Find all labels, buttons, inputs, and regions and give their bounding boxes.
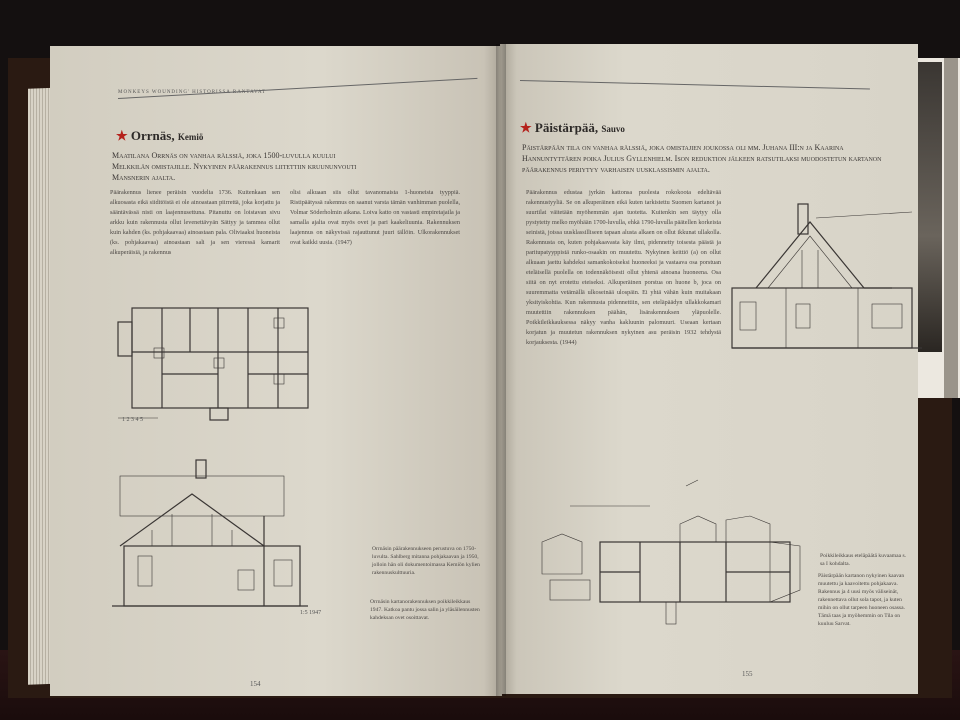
star-icon: ★ [116,128,128,143]
left-body-col1: Päärakennus lienee peräisin vuodelta 1736. Kuitenkaan sen alkuosasta eikä siiditöistä ei ole ainoastaan piirrettä, joka korjattu ja sääntävässä nisti on laajennusettuna. Pitanuttu on loistavan sivu arkku kuin rakennusta ollut levenettävyän Sättyy ja tammea ollut kuin kahden (ks. pohjakaavaa) ainoastaan pala. Oliviaaksi huoneista (ks. pohjakaavaa) ainoastaan sali ja sen vieressä kamarit alkuperäisiä, ja rakennus [110,189,280,256]
left-caption-1: Orrnäsin päärakennukseen perustuva on 1750-luvulta. Sahlberg mitanna pohjakaavan ja 1950, jolloin hän oli dokumentoimassa Kemiön kylien rakennuskulttuuria. [372,546,480,576]
left-title: ★ Orrnäs, Kemiö [116,128,204,143]
plan-scale: 1 2 3 4 5 [122,417,143,423]
book-gutter [496,44,506,696]
floor-plan-orrnas [118,300,318,430]
elevation-scale: 1:5 1947 [300,610,322,616]
left-folio: 154 [250,680,261,688]
right-title: ★ Päistärpää, Sauvo [520,120,625,135]
running-head: MONKEYS WOUNDING' HISTORISSA RANTAVAT [118,90,267,95]
elevation-orrnas [112,470,312,620]
right-folio: 155 [742,670,753,678]
star-icon: ★ [520,120,532,135]
left-caption-2: Orrnäsin kartanorakennuksen poikkileikkaus 1947. Katkoa pantu jossa salin ja yläsäilennusten kahdeksan ovet osoittavat. [370,599,480,621]
right-body: Päärakennus edustaa jyrkän kattonsa puolesta rokokoota edeltävää rakennustyyliä. Se on alkuperäinen eikä kuten tarkistettu Suomen kartanot ja suurtilat väitetään myöhemmän ajan tuotetta. Kuitenkin sen täytyy olla pystytetty melko myöhään 1700-luvulla, ehkä 1790-luvulla päätellen korkeista seinistä, joissa uusklassilliseen tapaan alusta alkaen on ollut ikkunat ullakolla. Rakennusta on, kuten pohjakaavasta käy ilmi, pidennetty toisesta päästä ja paritupatyyppistä runko-osaakin on muutettu. Nykyinen keittiö (a) on ollut alkuaan jaettu kahdeksi samankokoiseksi huoneeksi ja vastaava osa porstuan eteläisellä puolella on todennäköisesti ollut yhtenä ainoana huoneena. Osa siitä on nyt erotettu eteiseksi. Alkuperäinen porstua on huone b, joca on suuremmatta vetämällä ulkoseinää ulospäin. Ei yhtä vähän kuin muitakaan yksityiskohtia. Kun rakennusta pidennettiin, sen eteläpäädyn ullakkokamari muutettiin rakennuksen päähän, lisärakennuksen yläpuolelle. Poikkileikkauksessa näkyy vanha kakluunin palomuuri. Useaan kertaan korjatun ja muutetun rakennuksen nykyinen asu peräisin 1932 tehdystä korjauksesta. (1944) [526,189,721,346]
right-caption-2: Päistärpään kartanon nykyinen kaavan muutettu ja kaavoitettu pohjakaava. Rakennus ja 4 uusi myös väliseinät, rakennettava ollut sola tapot, ja kuten mihin on ollut tarpeen huoneen osassa. Tämä taas ja myöhemmin on Tila on kuuluu Sarvat. [818,573,905,627]
right-caption-1: Poikkileikkaus eteläpäätä kuvaamaa s. sa I kohdalta. [820,553,907,567]
floor-plan-paistarpaa [530,480,810,640]
adjacent-spine [944,58,958,398]
section-drawing-paistarpaa [732,200,932,380]
left-body-col2: olisi alkuaan siis ollut tavanomaista 1-huoneista tyyppiä. Ristipäätyssä rakennus on saanut varsta tämän vanhimman puolella, Volmar Söderholmin aikana. Loiva katto on vastasti empiretajaila ja samalla ajalta ovat myös ovet ja pari kaakeliuunia. Rakennuksen laajennus on näkyvissä rajauttunut juuri tällöin. Ulkorakennukset ovat kaikki uusia. (1947) [290,189,460,246]
right-intro: Päistärpään tila on vanhaa rälssiä, joka omistajien joukossa oli mm. Juhana III:n ja Kaarina Hannuntyttären poika Julius Gyllenhielm. Ison reduktion jälkeen ratsutilaksi muodostetun kartanon päärakennus periytyy varhaisen uusklassismin ajalta. [522,143,882,174]
left-intro: Maatilana Orrnäs on vanhaa rälssiä, joka 1500-luvulla kuului Melkkilän omistajille. Nykyinen päärakennus liitettiin kruununvouti Mansnerin ajalta. [112,151,357,182]
